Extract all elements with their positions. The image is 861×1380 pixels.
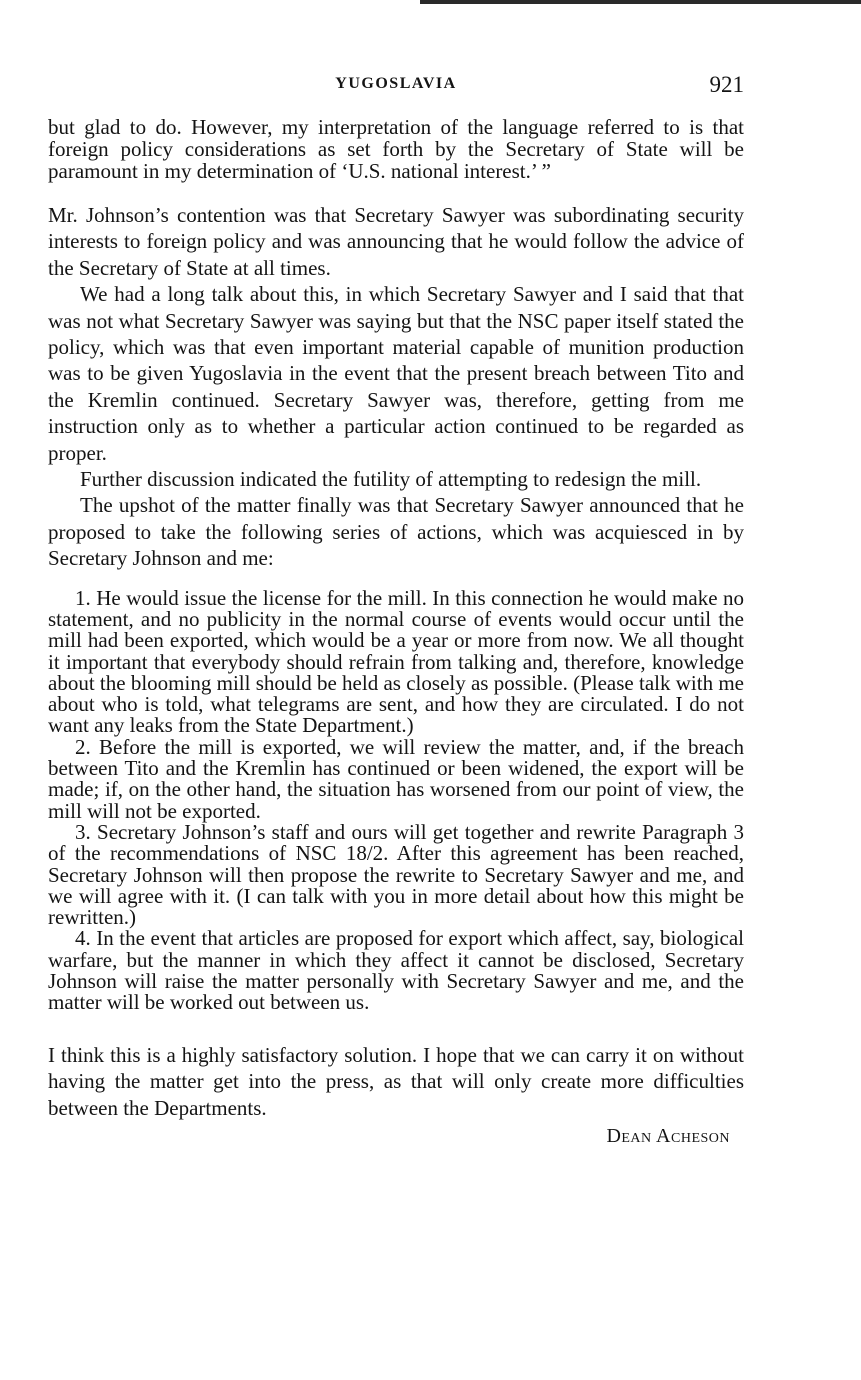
- paragraph-long-talk: We had a long talk about this, in which Secretary Sawyer and I said that that was not what Secretary Sawyer was saying but that the NSC paper itself stated the policy, which was that even important material capable of munition production was to be given Yugoslavia in the event that the present breach between Tito and the Kremlin continued. Secretary Sawyer was, therefore, getting from me instruction only as to whether a particular action continued to be regarded as proper.: [48, 282, 744, 465]
- page-number: 921: [709, 72, 744, 97]
- running-title: YUGOSLAVIA: [335, 75, 457, 92]
- action-item-1: 1. He would issue the license for the mill. In this connection he would make no statement, and no publicity in the normal course of events would occur until the mill had been exported, which would be a year or more from now. We all thought it important that everybody should refrain from talking and, therefore, knowledge about the blooming mill should be held as closely as possible. (Please talk with me about who is told, what telegrams are sent, and how they are circulated. I do not want any leaks from the State Department.): [48, 585, 744, 738]
- action-item-3: 3. Secretary Johnson’s staff and ours will get together and rewrite Paragraph 3 of the recommendations of NSC 18/2. After this agreement has been reached, Secretary Johnson will then propose the rewrite to Secretary Sawyer and me, and we will agree with it. (I can talk with you in more detail about how this might be rewritten.): [48, 819, 744, 930]
- paragraph-closing: I think this is a highly satisfactory solution. I hope that we can carry it on without having the matter get into the press, as that will only create more difficulties between the Departments.: [48, 1042, 744, 1120]
- action-item-4: 4. In the event that articles are proposed for export which affect, say, biological warfare, but the manner in which they affect it cannot be disclosed, Secretary Johnson will raise the matter personally with Secretary Sawyer and me, and the matter will be worked out between us.: [48, 926, 744, 1015]
- action-item-2: 2. Before the mill is exported, we will review the matter, and, if the breach between Tito and the Kremlin has continued or been widened, the export will be made; if, on the other hand, the situation has worsened from our point of view, the mill will not be exported.: [48, 734, 744, 823]
- running-head: [48, 72, 744, 102]
- paragraph-upshot: The upshot of the matter finally was that Secretary Sawyer announced that he proposed to take the following series of actions, which was acquiesced in by Secretary Johnson and me:: [48, 493, 744, 571]
- quoted-statement-tail: but glad to do. However, my interpretation of the language referred to is that foreign policy considerations as set forth by the Secretary of State will be paramount in my determination of ‘U.S. national interest.’ ”: [48, 115, 744, 183]
- body-text: [48, 116, 744, 1147]
- top-edge-rule: [420, 0, 861, 4]
- paragraph-further-discussion: Further discussion indicated the futility of attempting to redesign the mill.: [80, 467, 702, 492]
- signature: Dean Acheson: [606, 1125, 730, 1148]
- paragraph-johnson-contention: Mr. Johnson’s contention was that Secretary Sawyer was subordinating security interests to foreign policy and was announcing that he would follow the advice of the Secretary of State at all times.: [48, 203, 744, 280]
